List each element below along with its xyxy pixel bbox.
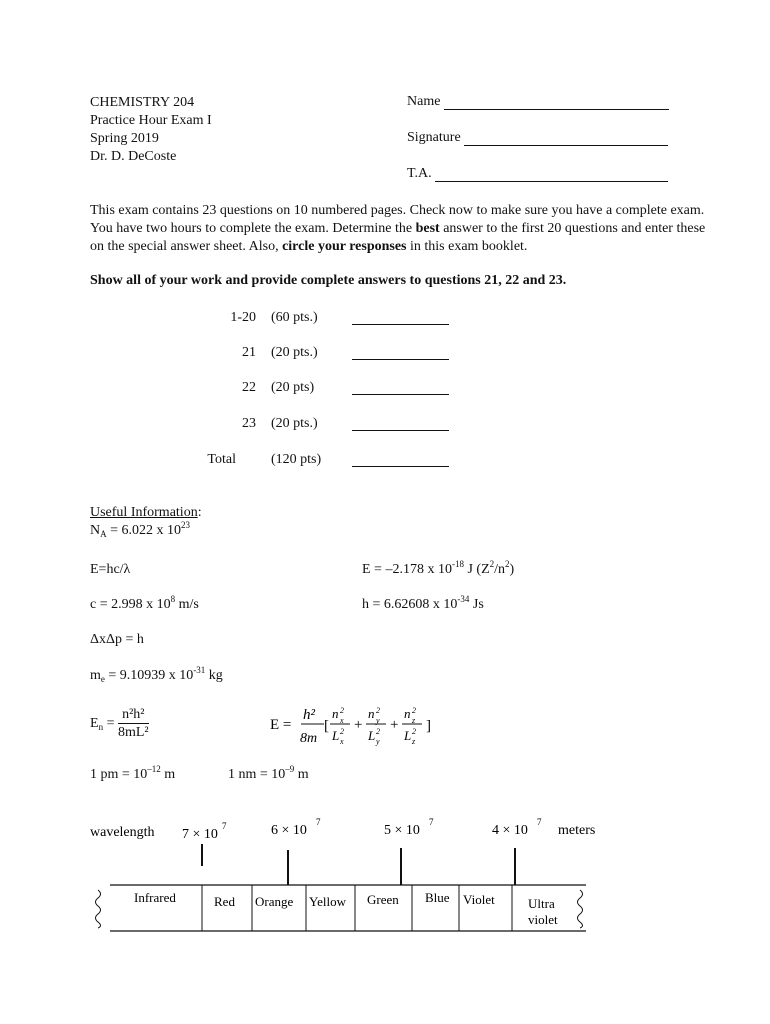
svg-text:]: ]	[426, 718, 431, 734]
particle-box-3d-eq	[270, 700, 440, 753]
band-ultraviolet: violet	[528, 912, 558, 927]
best-emphasis: best	[415, 221, 440, 236]
band-red: Red	[214, 894, 235, 909]
band-ultra: Ultra	[528, 896, 555, 911]
svg-text:x: x	[340, 737, 344, 746]
band-orange: Orange	[255, 894, 294, 909]
exam-term: Spring 2019	[90, 131, 159, 146]
tick-label: 7 × 10	[182, 827, 218, 842]
svg-text:h²: h²	[303, 707, 315, 723]
show-work-note: Show all of your work and provide complete answers to questions 21, 22 and 23.	[90, 273, 567, 288]
band-blue: Blue	[425, 890, 450, 905]
svg-text:2: 2	[376, 706, 380, 715]
svg-text:n: n	[368, 706, 375, 721]
svg-text:x: x	[340, 716, 344, 725]
name-label: Name	[407, 94, 441, 109]
picometer-conversion: 1 pm = $10^{-12}$ m	[90, 764, 176, 782]
ta-field[interactable]	[407, 166, 668, 182]
svg-text:n: n	[404, 706, 411, 721]
nanometer-conversion: 1 nm = $10^{-9}$ m	[228, 764, 309, 782]
wavelength-label: wavelength	[90, 825, 155, 840]
planck-constant: h = 6.62608 x $10^{-34}$ Js	[362, 594, 484, 612]
name-field[interactable]	[407, 94, 669, 110]
svg-text:2: 2	[412, 727, 416, 736]
spectrum-diagram	[88, 818, 618, 948]
svg-text:7: 7	[429, 818, 434, 827]
speed-of-light: c = 2.998 x $10^8$ m/s	[90, 594, 199, 612]
svg-text:+: +	[354, 717, 363, 733]
svg-text:n: n	[332, 706, 339, 721]
band-green: Green	[367, 892, 399, 907]
svg-text:2: 2	[412, 706, 416, 715]
circle-emphasis: circle your responses	[282, 239, 407, 254]
svg-text:2: 2	[340, 727, 344, 736]
svg-text:+: +	[390, 717, 399, 733]
svg-text:7: 7	[537, 818, 542, 827]
svg-text:7: 7	[222, 821, 227, 831]
units-label: meters	[558, 823, 596, 838]
band-violet: Violet	[463, 892, 495, 907]
svg-text:E =: E =	[270, 717, 292, 733]
name-blank[interactable]	[444, 95, 669, 110]
uncertainty-principle: ΔxΔp = h	[90, 632, 144, 647]
ta-blank[interactable]	[435, 167, 668, 182]
wavelength-ticks	[182, 818, 595, 842]
signature-blank[interactable]	[464, 131, 668, 146]
useful-info-heading: Useful Information:	[90, 505, 202, 520]
svg-text:8m: 8m	[300, 731, 318, 746]
svg-text:z: z	[412, 737, 416, 746]
instructions-paragraph: This exam contains 23 questions on 10 numbered pages. Check now to make sure you have a complete exam. You have two hours to complete the exam. Determine the best answer to the first 20 questions and enter these on the special answer sheet. Also, circle your responses in this exam booklet.	[90, 203, 706, 254]
course-title: CHEMISTRY 204	[90, 95, 195, 110]
svg-text:z: z	[412, 716, 416, 725]
svg-text:2: 2	[376, 727, 380, 736]
score-blank[interactable]	[352, 345, 449, 360]
score-blank[interactable]	[352, 416, 449, 431]
band-yellow: Yellow	[309, 894, 346, 909]
svg-text:L: L	[332, 728, 340, 743]
exam-title: Practice Hour Exam I	[90, 113, 212, 128]
signature-label: Signature	[407, 130, 461, 145]
svg-text:L: L	[368, 728, 376, 743]
svg-text:L: L	[404, 728, 412, 743]
score-blank[interactable]	[352, 380, 449, 395]
photon-energy-eq: E=hc/λ	[90, 562, 131, 577]
score-blank[interactable]	[352, 452, 449, 467]
instructor-name: Dr. D. DeCoste	[90, 149, 177, 164]
score-blank[interactable]	[352, 310, 449, 325]
tick-label: 5 × 10	[384, 823, 420, 838]
svg-text:[: [	[324, 718, 329, 734]
svg-text:y: y	[376, 737, 380, 746]
electron-mass: $m_e = 9.10939$ x $10^{-31}$ kg	[90, 665, 223, 684]
ta-label: T.A.	[407, 166, 432, 181]
svg-text:y: y	[376, 716, 380, 725]
svg-text:2: 2	[340, 706, 344, 715]
tick-label: 6 × 10	[271, 823, 307, 838]
svg-text:7: 7	[316, 818, 321, 827]
band-infrared: Infrared	[134, 890, 176, 905]
tick-label: 4 × 10	[492, 823, 528, 838]
hydrogen-energy-eq: E = –2.178 x $10^{-18}$ J $(Z^2/n^2)$	[362, 559, 515, 577]
particle-box-1d-eq: $E_n$ = $\frac{\text{n²h²}}{\text{8mL²}}$	[90, 707, 149, 740]
avogadro-constant: $N_A = 6.022$ x $10^{23}$	[90, 520, 191, 539]
signature-field[interactable]	[407, 130, 668, 146]
